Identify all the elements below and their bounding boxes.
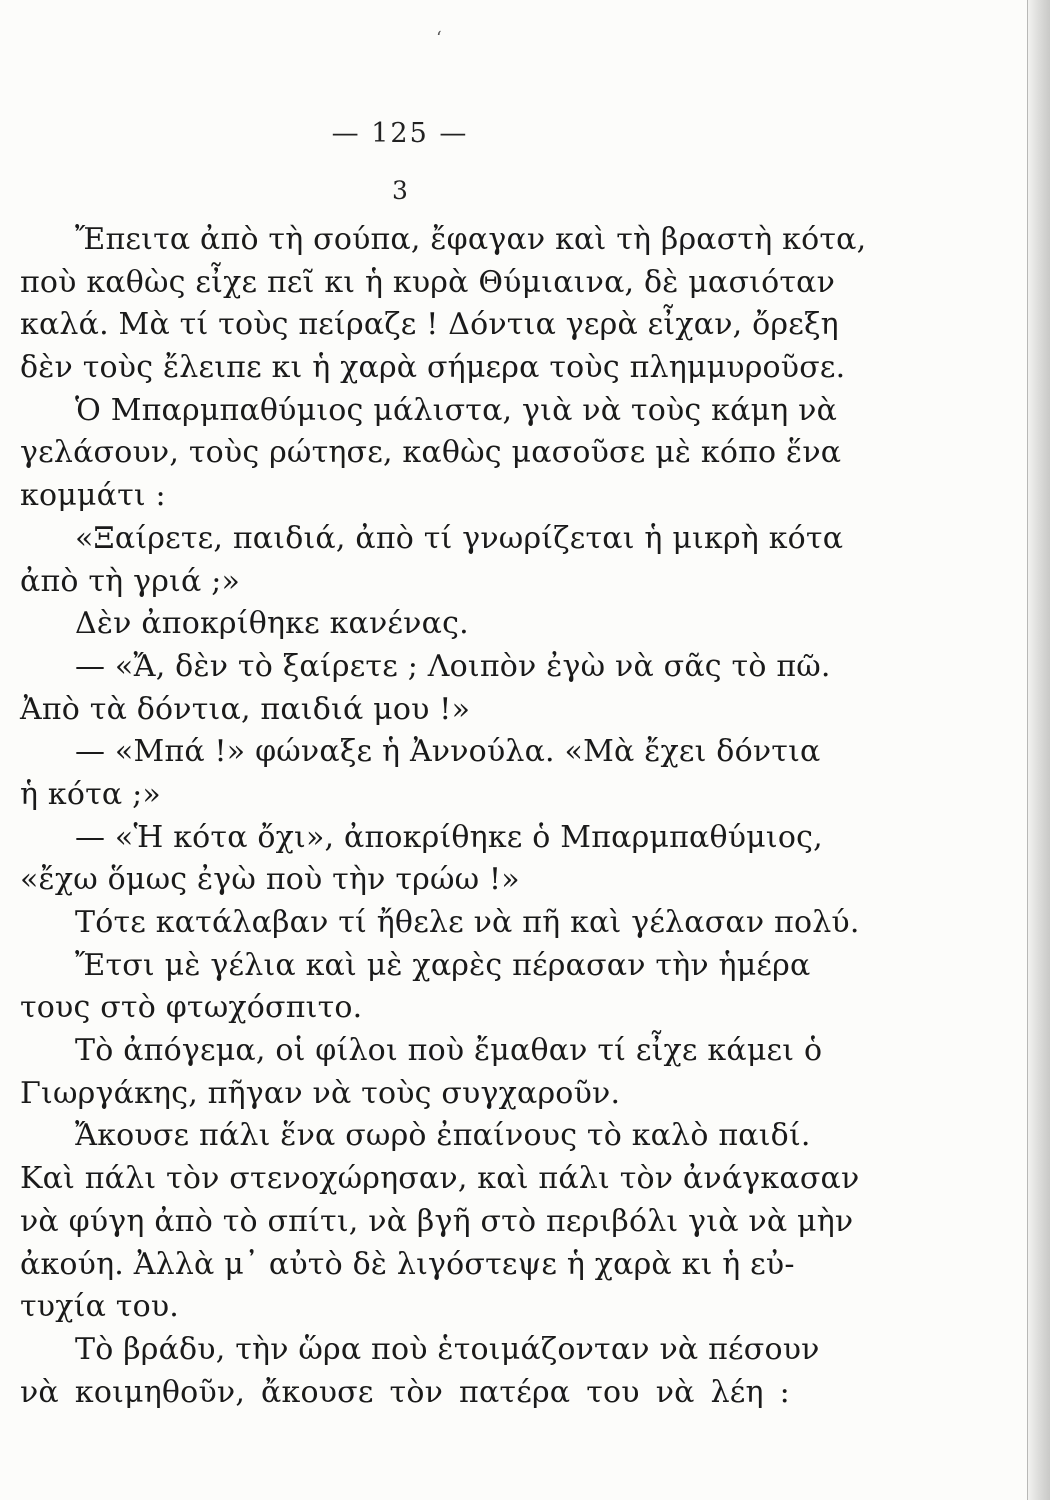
text-line: — «Ἄ, δὲν τὸ ξαίρετε ; Λοιπὸν ἐγὼ νὰ σᾶς τὸ πῶ. <box>75 648 831 684</box>
printer-signature: 3 <box>392 176 408 205</box>
text-line: ἀκούη. Ἀλλὰ μ᾿ αὐτὸ δὲ λιγόστεψε ἡ χαρὰ κι ἡ εὐ- <box>20 1246 795 1282</box>
text-line: τυχία του. <box>20 1289 180 1325</box>
text-line: Τὸ βράδυ, τὴν ὥρα ποὺ ἑτοιμάζονταν νὰ πέσουν <box>75 1331 820 1367</box>
text-line: Ἔτσι μὲ γέλια καὶ μὲ χαρὲς πέρασαν τὴν ἡμέρα <box>75 947 811 983</box>
page-edge-shadow <box>1028 0 1050 1500</box>
text-line: καλά. Μὰ τί τοὺς πείραζε ! Δόντια γερὰ εἶχαν, ὄρεξη <box>20 307 839 343</box>
text-line: νὰ κοιμηθοῦν, ἄκουσε τὸν πατέρα του νὰ λέη : <box>20 1374 790 1410</box>
text-line: Δὲν ἀποκρίθηκε κανένας. <box>75 606 469 642</box>
text-line: Τὸ ἀπόγεμα, οἱ φίλοι ποὺ ἔμαθαν τί εἶχε κάμει ὁ <box>75 1033 823 1069</box>
text-line: «ἔχω ὅμως ἐγὼ ποὺ τὴν τρώω !» <box>20 862 520 898</box>
text-line: κομμάτι : <box>20 478 166 514</box>
page-number: — 125 — <box>331 118 469 149</box>
body-text <box>20 219 867 1414</box>
text-line: «Ξαίρετε, παιδιά, ἀπὸ τί γνωρίζεται ἡ μικρὴ κότα <box>75 520 844 556</box>
ink-speck: ‘ <box>436 28 442 49</box>
text-line: Γιωργάκης, πῆγαν νὰ τοὺς συγχαροῦν. <box>20 1075 621 1111</box>
text-line: Ἄκουσε πάλι ἕνα σωρὸ ἐπαίνους τὸ καλὸ παιδί. <box>75 1118 811 1154</box>
text-line: ἀπὸ τὴ γριά ;» <box>20 563 241 599</box>
text-line: νὰ φύγη ἀπὸ τὸ σπίτι, νὰ βγῆ στὸ περιβόλι γιὰ νὰ μὴν <box>20 1203 854 1239</box>
text-line: ποὺ καθὼς εἶχε πεῖ κι ἡ κυρὰ Θύμιαινα, δὲ μασιόταν <box>20 264 836 300</box>
text-line: — «Μπά !» φώναξε ἡ Ἀννούλα. «Μὰ ἔχει δόντια <box>75 734 821 770</box>
text-line: τους στὸ φτωχόσπιτο. <box>20 990 363 1026</box>
text-line: Τότε κατάλαβαν τί ἤθελε νὰ πῆ καὶ γέλασαν πολύ. <box>75 905 860 940</box>
text-line: δὲν τοὺς ἔλειπε κι ἡ χαρὰ σήμερα τοὺς πλημμυροῦσε. <box>20 350 846 386</box>
text-line: ἡ κότα ;» <box>20 776 161 812</box>
text-line: Ἔπειτα ἀπὸ τὴ σούπα, ἔφαγαν καὶ τὴ βραστὴ κότα, <box>75 222 867 257</box>
text-line: — «Ἡ κότα ὄχι», ἀποκρίθηκε ὁ Μπαρμπαθύμιος, <box>75 819 823 855</box>
text-line: γελάσουν, τοὺς ρώτησε, καθὼς μασοῦσε μὲ κόπο ἕνα <box>20 435 842 471</box>
text-line: Καὶ πάλι τὸν στενοχώρησαν, καὶ πάλι τὸν ἀνάγκασαν <box>20 1161 860 1197</box>
text-line: Ἀπὸ τὰ δόντια, παιδιά μου !» <box>20 691 471 727</box>
text-line: Ὁ Μπαρμπαθύμιος μάλιστα, γιὰ νὰ τοὺς κάμη νὰ <box>75 392 838 428</box>
